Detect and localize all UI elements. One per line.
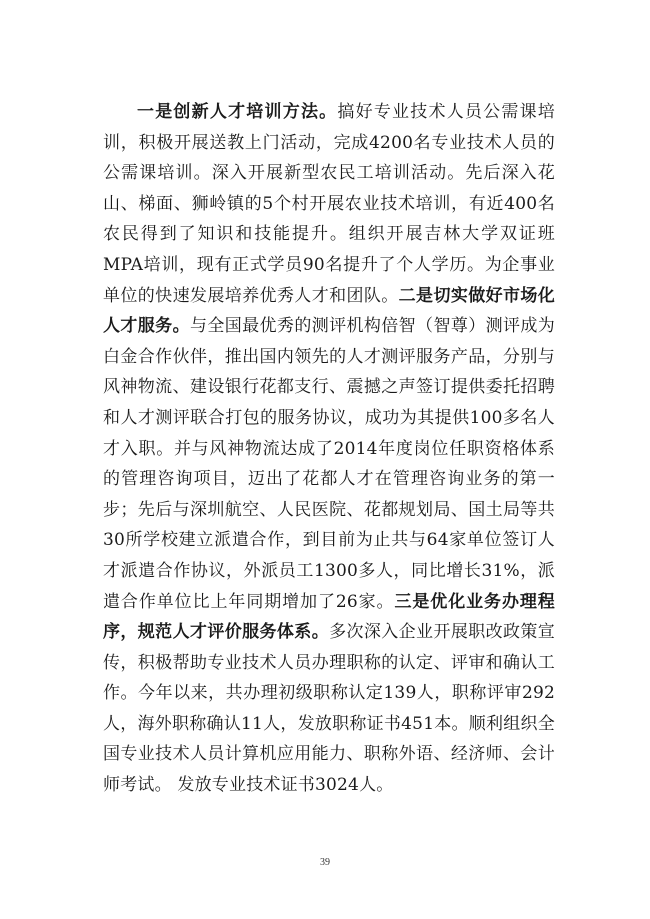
text-optimize-procedures: 多次深入企业开展职改政策宣传，积极帮助专业技术人员办理职称的认定、评审和确认工作。今年以来，共办理初级职称认定139人，职称评审292人，海外职称确认11人，发放职称证书451本。顺利组织全国专业技术人员计算机应用能力、职称外语、经济师、会计师考试。 发放专业技术证书3024人。 — [103, 622, 555, 796]
body-paragraph — [103, 97, 555, 801]
page-number: 39 — [320, 857, 330, 868]
heading-market-service: 二是切实做好市场化人才服务。 — [103, 285, 555, 337]
text-innovate-training: 搞好专业技术人员公需课培训，积极开展送教上门活动，完成4200名专业技术人员的公需课培训。深入开展新型农民工培训活动。先后深入花山、梯面、狮岭镇的5个村开展农业技术培训，有近400名农民得到了知识和技能提升。组织开展吉林大学双证班MPA培训，现有正式学员90名提升了个人学历。为企事业单位的快速发展培养优秀人才和团队。 — [103, 102, 556, 306]
heading-innovate-training: 一是创新人才培训方法。 — [137, 102, 338, 122]
heading-optimize-procedures: 三是优化业务办理程序，规范人才评价服务体系。 — [103, 591, 555, 643]
text-market-service: 与全国最优秀的测评机构倍智（智尊）测评成为白金合作伙伴，推出国内领先的人才测评服务产品，分别与风神物流、建设银行花都支行、震撼之声签订提供委托招聘和人才测评联合打包的服务协议，成功为其提供100多名人才入职。并与风神物流达成了2014年度岗位任职资格体系的管理咨询项目，迈出了花都人才在管理咨询业务的第一步；先后与深圳航空、人民医院、花都规划局、国土局等共30所学校建立派遣合作，到目前为止共与64家单位签订人才派遣合作协议，外派员工1300多人，同比增长31%，派遣合作单位比上年同期增加了26家。 — [103, 316, 556, 612]
